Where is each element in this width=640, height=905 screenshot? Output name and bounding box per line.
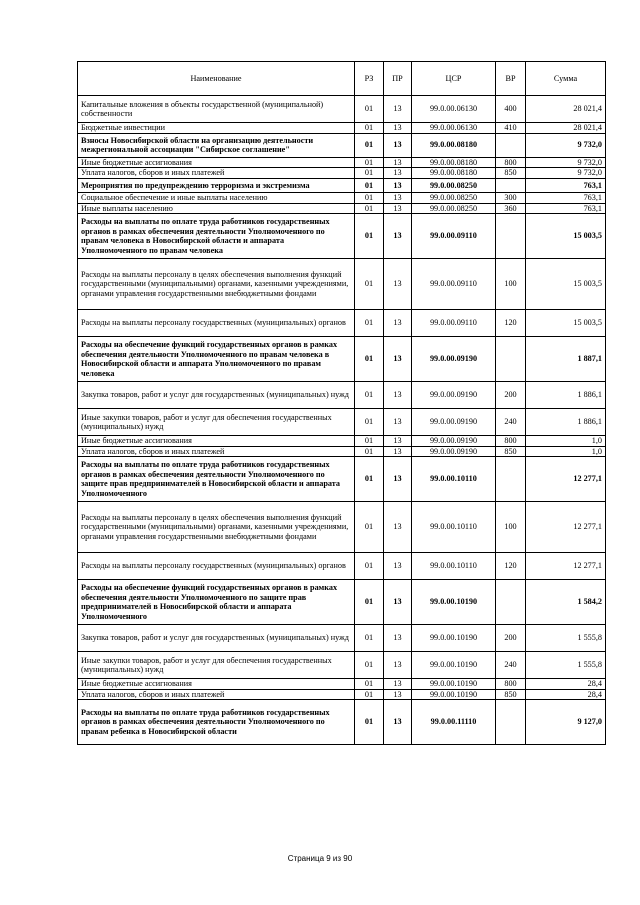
row-rz: 01 [355, 157, 384, 168]
row-rz: 01 [355, 409, 384, 436]
row-vr [496, 580, 526, 625]
row-vr [496, 133, 526, 157]
row-csr: 99.0.00.10190 [412, 580, 496, 625]
header-sum: Сумма [526, 62, 606, 96]
table-row [78, 96, 606, 123]
row-pr: 13 [384, 168, 412, 179]
row-sum: 1 887,1 [526, 337, 606, 382]
row-vr: 120 [496, 553, 526, 580]
row-pr: 13 [384, 679, 412, 690]
row-vr: 300 [496, 193, 526, 204]
row-sum: 12 277,1 [526, 553, 606, 580]
row-rz: 01 [355, 382, 384, 409]
row-pr: 13 [384, 409, 412, 436]
row-csr: 99.0.00.09190 [412, 337, 496, 382]
row-vr: 240 [496, 409, 526, 436]
row-vr: 100 [496, 502, 526, 553]
row-sum: 763,1 [526, 193, 606, 204]
row-name: Иные закупки товаров, работ и услуг для обеспечения государственных (муниципальных) нужд [78, 409, 355, 436]
row-csr: 99.0.00.08250 [412, 193, 496, 204]
row-pr: 13 [384, 382, 412, 409]
table-row [78, 123, 606, 134]
row-rz: 01 [355, 580, 384, 625]
table-row [78, 436, 606, 447]
row-pr: 13 [384, 502, 412, 553]
row-vr: 120 [496, 310, 526, 337]
row-rz: 01 [355, 436, 384, 447]
row-pr: 13 [384, 133, 412, 157]
row-sum: 9 732,0 [526, 168, 606, 179]
row-vr: 410 [496, 123, 526, 134]
row-name: Расходы на выплаты персоналу в целях обеспечения выполнения функций государственными (муниципальными) органами, казенными учреждениями, органами управления государственными внебюджетными фондами [78, 502, 355, 553]
row-vr [496, 178, 526, 193]
row-pr: 13 [384, 96, 412, 123]
row-pr: 13 [384, 193, 412, 204]
row-name: Иные закупки товаров, работ и услуг для обеспечения государственных (муниципальных) нужд [78, 652, 355, 679]
row-pr: 13 [384, 214, 412, 259]
table-row [78, 679, 606, 690]
budget-table [77, 61, 606, 745]
table-row [78, 259, 606, 310]
row-rz: 01 [355, 310, 384, 337]
row-name: Бюджетные инвестиции [78, 123, 355, 134]
header-rz: РЗ [355, 62, 384, 96]
row-pr: 13 [384, 310, 412, 337]
row-pr: 13 [384, 553, 412, 580]
row-name: Иные бюджетные ассигнования [78, 679, 355, 690]
row-csr: 99.0.00.09190 [412, 436, 496, 447]
row-rz: 01 [355, 203, 384, 214]
row-sum: 12 277,1 [526, 457, 606, 502]
row-pr: 13 [384, 446, 412, 457]
row-name: Взносы Новосибирской области на организацию деятельности межрегиональной ассоциации "Сибирское соглашение" [78, 133, 355, 157]
row-csr: 99.0.00.09190 [412, 409, 496, 436]
row-csr: 99.0.00.10110 [412, 553, 496, 580]
row-sum: 1,0 [526, 436, 606, 447]
row-name: Уплата налогов, сборов и иных платежей [78, 168, 355, 179]
row-rz: 01 [355, 652, 384, 679]
table-row [78, 446, 606, 457]
row-rz: 01 [355, 178, 384, 193]
row-sum: 1,0 [526, 446, 606, 457]
row-name: Иные бюджетные ассигнования [78, 436, 355, 447]
row-name: Уплата налогов, сборов и иных платежей [78, 689, 355, 700]
row-rz: 01 [355, 168, 384, 179]
row-csr: 99.0.00.10110 [412, 457, 496, 502]
row-pr: 13 [384, 457, 412, 502]
row-name: Расходы на выплаты по оплате труда работников государственных органов в рамках обеспечения деятельности Уполномоченного по правам человека в Новосибирской области и аппарата Уполномоченного по правам человека [78, 214, 355, 259]
row-sum: 763,1 [526, 203, 606, 214]
row-csr: 99.0.00.10110 [412, 502, 496, 553]
row-vr: 100 [496, 259, 526, 310]
row-rz: 01 [355, 214, 384, 259]
row-rz: 01 [355, 446, 384, 457]
row-pr: 13 [384, 337, 412, 382]
row-pr: 13 [384, 203, 412, 214]
row-vr: 850 [496, 168, 526, 179]
table-row [78, 214, 606, 259]
row-name: Расходы на выплаты персоналу государственных (муниципальных) органов [78, 310, 355, 337]
row-name: Расходы на выплаты персоналу государственных (муниципальных) органов [78, 553, 355, 580]
row-csr: 99.0.00.10190 [412, 625, 496, 652]
row-rz: 01 [355, 337, 384, 382]
table-row [78, 133, 606, 157]
row-vr: 400 [496, 96, 526, 123]
row-csr: 99.0.00.10190 [412, 679, 496, 690]
row-name: Расходы на выплаты персоналу в целях обеспечения выполнения функций государственными (муниципальными) органами, казенными учреждениями, органами управления государственными внебюджетными фондами [78, 259, 355, 310]
table-row [78, 457, 606, 502]
row-vr: 200 [496, 382, 526, 409]
row-csr: 99.0.00.10190 [412, 652, 496, 679]
page-footer: Страница 9 из 90 [287, 854, 353, 863]
table-row [78, 700, 606, 745]
row-csr: 99.0.00.10190 [412, 689, 496, 700]
header-csr: ЦСР [412, 62, 496, 96]
row-pr: 13 [384, 625, 412, 652]
table-row [78, 553, 606, 580]
row-sum: 9 732,0 [526, 157, 606, 168]
row-rz: 01 [355, 625, 384, 652]
row-sum: 12 277,1 [526, 502, 606, 553]
table-row [78, 409, 606, 436]
row-name: Социальное обеспечение и иные выплаты населению [78, 193, 355, 204]
row-rz: 01 [355, 259, 384, 310]
row-sum: 1 555,8 [526, 625, 606, 652]
row-pr: 13 [384, 259, 412, 310]
row-vr: 800 [496, 436, 526, 447]
row-vr [496, 700, 526, 745]
table-row [78, 652, 606, 679]
row-sum: 9 732,0 [526, 133, 606, 157]
row-vr: 800 [496, 157, 526, 168]
row-name: Иные бюджетные ассигнования [78, 157, 355, 168]
row-name: Капитальные вложения в объекты государственной (муниципальной) собственности [78, 96, 355, 123]
row-rz: 01 [355, 123, 384, 134]
row-vr: 850 [496, 689, 526, 700]
row-csr: 99.0.00.08180 [412, 168, 496, 179]
row-name: Расходы на обеспечение функций государственных органов в рамках обеспечения деятельности Уполномоченного по правам человека в Новосибирской области и аппарата Уполномоченного по правам человека [78, 337, 355, 382]
row-csr: 99.0.00.09190 [412, 446, 496, 457]
row-vr: 800 [496, 679, 526, 690]
table-row [78, 168, 606, 179]
header-pr: ПР [384, 62, 412, 96]
row-pr: 13 [384, 580, 412, 625]
row-csr: 99.0.00.09110 [412, 259, 496, 310]
row-rz: 01 [355, 553, 384, 580]
row-vr: 360 [496, 203, 526, 214]
row-sum: 1 555,8 [526, 652, 606, 679]
row-sum: 1 886,1 [526, 409, 606, 436]
table-row [78, 625, 606, 652]
row-csr: 99.0.00.06130 [412, 123, 496, 134]
row-rz: 01 [355, 193, 384, 204]
row-rz: 01 [355, 700, 384, 745]
row-csr: 99.0.00.08250 [412, 178, 496, 193]
row-sum: 1 886,1 [526, 382, 606, 409]
row-pr: 13 [384, 436, 412, 447]
row-name: Расходы на выплаты по оплате труда работников государственных органов в рамках обеспечения деятельности Уполномоченного по правам ребенка в Новосибирской области [78, 700, 355, 745]
table-row [78, 689, 606, 700]
row-sum: 28,4 [526, 679, 606, 690]
row-csr: 99.0.00.06130 [412, 96, 496, 123]
row-rz: 01 [355, 96, 384, 123]
row-sum: 1 584,2 [526, 580, 606, 625]
row-pr: 13 [384, 652, 412, 679]
row-sum: 763,1 [526, 178, 606, 193]
row-sum: 15 003,5 [526, 259, 606, 310]
table-row [78, 203, 606, 214]
row-rz: 01 [355, 689, 384, 700]
row-csr: 99.0.00.08180 [412, 133, 496, 157]
row-sum: 15 003,5 [526, 214, 606, 259]
row-name: Закупка товаров, работ и услуг для государственных (муниципальных) нужд [78, 625, 355, 652]
row-vr: 850 [496, 446, 526, 457]
row-name: Уплата налогов, сборов и иных платежей [78, 446, 355, 457]
row-vr: 200 [496, 625, 526, 652]
header-name: Наименование [78, 62, 355, 96]
row-rz: 01 [355, 502, 384, 553]
row-pr: 13 [384, 689, 412, 700]
row-pr: 13 [384, 178, 412, 193]
table-row [78, 382, 606, 409]
table-row [78, 580, 606, 625]
row-sum: 28 021,4 [526, 123, 606, 134]
row-csr: 99.0.00.08180 [412, 157, 496, 168]
row-name: Мероприятия по предупреждению терроризма и экстремизма [78, 178, 355, 193]
row-csr: 99.0.00.08250 [412, 203, 496, 214]
row-sum: 28 021,4 [526, 96, 606, 123]
row-name: Закупка товаров, работ и услуг для государственных (муниципальных) нужд [78, 382, 355, 409]
row-csr: 99.0.00.09190 [412, 382, 496, 409]
row-rz: 01 [355, 133, 384, 157]
header-vr: ВР [496, 62, 526, 96]
row-csr: 99.0.00.09110 [412, 214, 496, 259]
row-sum: 28,4 [526, 689, 606, 700]
table-row [78, 193, 606, 204]
table-row [78, 310, 606, 337]
row-name: Иные выплаты населению [78, 203, 355, 214]
row-pr: 13 [384, 157, 412, 168]
row-vr [496, 214, 526, 259]
table-row [78, 157, 606, 168]
row-rz: 01 [355, 679, 384, 690]
row-csr: 99.0.00.11110 [412, 700, 496, 745]
table-row [78, 178, 606, 193]
row-sum: 9 127,0 [526, 700, 606, 745]
row-vr [496, 337, 526, 382]
table-row [78, 337, 606, 382]
row-csr: 99.0.00.09110 [412, 310, 496, 337]
row-pr: 13 [384, 700, 412, 745]
row-vr: 240 [496, 652, 526, 679]
row-name: Расходы на выплаты по оплате труда работников государственных органов в рамках обеспечения деятельности Уполномоченного по защите прав предпринимателей в Новосибирской области и аппарата Уполномоченного [78, 457, 355, 502]
row-vr [496, 457, 526, 502]
table-header-row [78, 62, 606, 96]
row-name: Расходы на обеспечение функций государственных органов в рамках обеспечения деятельности Уполномоченного по защите прав предпринимателей в Новосибирской области и аппарата Уполномоченного [78, 580, 355, 625]
row-rz: 01 [355, 457, 384, 502]
row-sum: 15 003,5 [526, 310, 606, 337]
table-row [78, 502, 606, 553]
row-pr: 13 [384, 123, 412, 134]
